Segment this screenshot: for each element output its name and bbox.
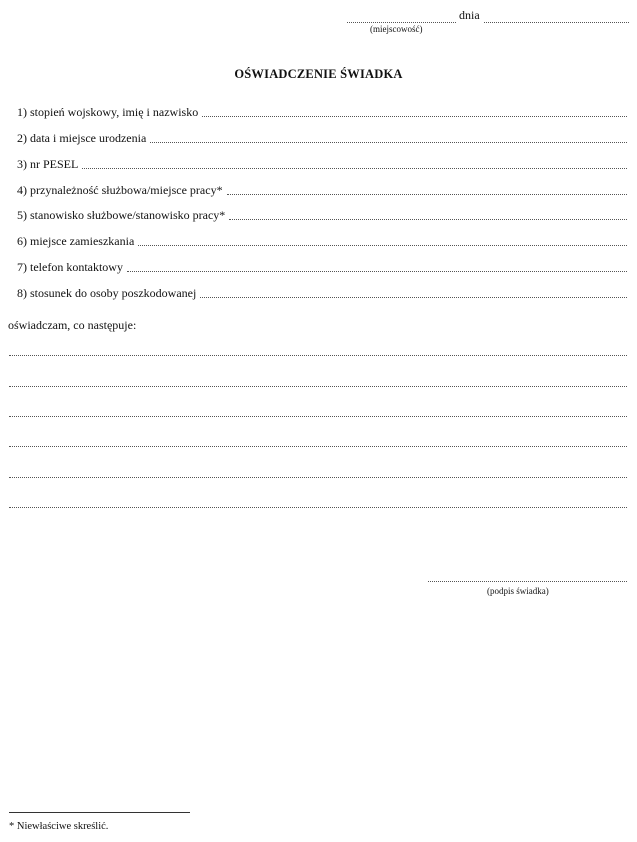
statement-intro: oświadczam, co następuje: bbox=[8, 318, 137, 332]
field-position[interactable] bbox=[17, 207, 627, 223]
field-label: 5) stanowisko służbowe/stanowisko pracy* bbox=[17, 208, 226, 222]
field-fill[interactable] bbox=[229, 219, 627, 220]
field-label: 7) telefon kontaktowy bbox=[17, 260, 123, 274]
field-fill[interactable] bbox=[150, 142, 627, 143]
statement-line[interactable] bbox=[9, 507, 627, 508]
place-hint: (miejscowość) bbox=[370, 24, 423, 34]
statement-line[interactable] bbox=[9, 477, 627, 478]
date-fill[interactable] bbox=[484, 22, 629, 23]
field-fill[interactable] bbox=[127, 271, 627, 272]
field-fill[interactable] bbox=[202, 116, 627, 117]
field-residence[interactable] bbox=[17, 233, 627, 249]
statement-line[interactable] bbox=[9, 416, 627, 417]
field-fill[interactable] bbox=[138, 245, 627, 246]
field-affiliation[interactable] bbox=[17, 182, 627, 198]
document-title: OŚWIADCZENIE ŚWIADKA bbox=[234, 67, 403, 81]
field-fill[interactable] bbox=[82, 168, 627, 169]
statement-line[interactable] bbox=[9, 446, 627, 447]
statement-line[interactable] bbox=[9, 386, 627, 387]
field-phone[interactable] bbox=[17, 259, 627, 275]
field-label: 4) przynależność służbowa/miejsce pracy* bbox=[17, 183, 223, 197]
signature-hint: (podpis świadka) bbox=[487, 586, 549, 596]
field-pesel[interactable] bbox=[17, 156, 627, 172]
place-fill[interactable] bbox=[347, 22, 456, 23]
footnote: * Niewłaściwe skreślić. bbox=[9, 821, 109, 832]
field-label: 6) miejsce zamieszkania bbox=[17, 234, 135, 248]
signature-line[interactable] bbox=[428, 581, 627, 582]
field-fill[interactable] bbox=[200, 297, 627, 298]
field-label: 1) stopień wojskowy, imię i nazwisko bbox=[17, 105, 199, 119]
place-date-line[interactable] bbox=[347, 7, 629, 23]
field-label: 2) data i miejsce urodzenia bbox=[17, 131, 147, 145]
footnote-divider bbox=[9, 812, 190, 813]
field-rank-name[interactable] bbox=[17, 104, 627, 120]
field-fill[interactable] bbox=[227, 194, 627, 195]
date-label: dnia bbox=[459, 8, 480, 22]
field-label: 3) nr PESEL bbox=[17, 157, 79, 171]
statement-line[interactable] bbox=[9, 355, 627, 356]
field-label: 8) stosunek do osoby poszkodowanej bbox=[17, 286, 197, 300]
field-birth-date-place[interactable] bbox=[17, 130, 627, 146]
field-relation[interactable] bbox=[17, 285, 627, 301]
